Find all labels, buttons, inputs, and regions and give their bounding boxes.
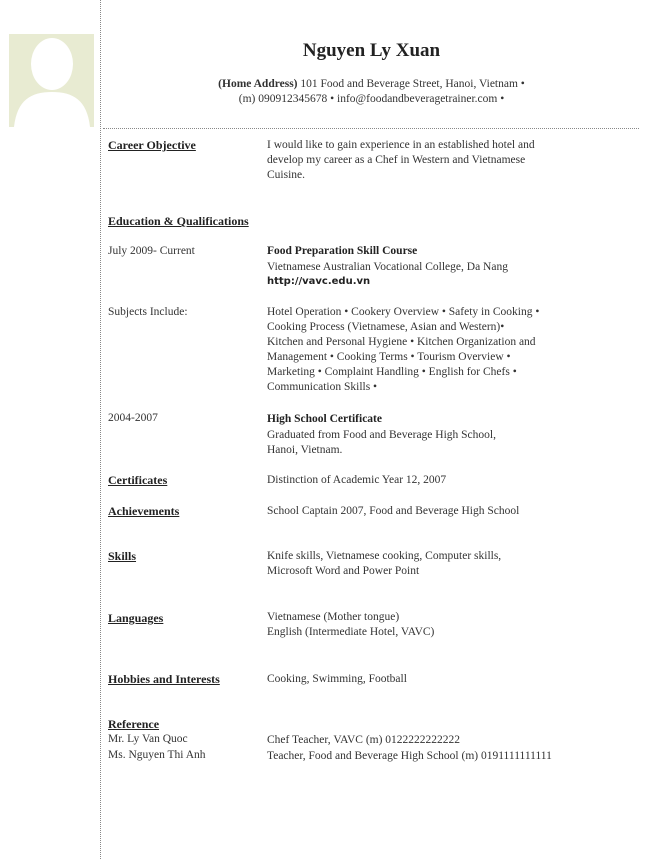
education-url-link[interactable]: http://vavc.edu.vn bbox=[267, 276, 371, 287]
education-heading: Education & Qualifications bbox=[108, 214, 249, 228]
achievements-heading: Achievements bbox=[108, 504, 180, 518]
reference-name-1: Mr. Ly Van Quoc bbox=[108, 733, 188, 745]
languages-heading: Languages bbox=[108, 611, 164, 625]
reference-detail-2: Teacher, Food and Beverage High School (m) 0191111111111 bbox=[267, 750, 552, 762]
vertical-divider bbox=[100, 0, 101, 859]
career-objective-line: I would like to gain experience in an established hotel and bbox=[267, 139, 535, 151]
address-label: (Home Address) bbox=[218, 78, 298, 90]
hobbies-text: Cooking, Swimming, Football bbox=[267, 673, 407, 685]
education-detail-2 bbox=[267, 428, 496, 458]
education-title-2: High School Certificate bbox=[267, 413, 382, 425]
candidate-name: Nguyen Ly Xuan bbox=[302, 40, 441, 61]
education-title-1: Food Preparation Skill Course bbox=[267, 245, 418, 257]
education-date-2: 2004-2007 bbox=[108, 412, 158, 424]
skills-line: Microsoft Word and Power Point bbox=[267, 565, 420, 577]
achievements-text: School Captain 2007, Food and Beverage High School bbox=[267, 505, 520, 517]
certificates-text: Distinction of Academic Year 12, 2007 bbox=[267, 474, 447, 486]
reference-detail-1: Chef Teacher, VAVC (m) 0122222222222 bbox=[267, 734, 461, 746]
career-objective-line: develop my career as a Chef in Western and Vietnamese bbox=[267, 154, 526, 166]
subjects-line: Management • Cooking Terms • Tourism Overview • bbox=[267, 351, 511, 363]
career-objective-line: Cuisine. bbox=[267, 169, 306, 181]
career-objective-heading: Career Objective bbox=[108, 138, 196, 152]
certificates-heading: Certificates bbox=[108, 473, 168, 487]
languages-text bbox=[267, 610, 434, 640]
reference-name-2: Ms. Nguyen Thi Anh bbox=[108, 749, 206, 761]
address-line-1 bbox=[48, 77, 647, 92]
languages-line: Vietnamese (Mother tongue) bbox=[267, 611, 400, 623]
contact-block bbox=[48, 77, 647, 107]
subjects-line: Communication Skills • bbox=[267, 381, 378, 393]
subjects-label: Subjects Include: bbox=[108, 306, 188, 318]
education-detail-line: Hanoi, Vietnam. bbox=[267, 444, 343, 456]
header-divider bbox=[103, 128, 639, 129]
subjects-line: Cooking Process (Vietnamese, Asian and Western)• bbox=[267, 321, 505, 333]
languages-line: English (Intermediate Hotel, VAVC) bbox=[267, 626, 435, 638]
education-detail-line: Graduated from Food and Beverage High School, bbox=[267, 429, 496, 441]
subjects-list bbox=[267, 305, 539, 395]
address-line-2: (m) 090912345678 • info@foodandbeveragetrainer.com • bbox=[238, 93, 505, 105]
subjects-line: Kitchen and Personal Hygiene • Kitchen Organization and bbox=[267, 336, 536, 348]
reference-heading: Reference bbox=[108, 717, 160, 731]
skills-text bbox=[267, 549, 501, 579]
education-institution-1: Vietnamese Australian Vocational College, Da Nang bbox=[267, 261, 508, 273]
skills-line: Knife skills, Vietnamese cooking, Computer skills, bbox=[267, 550, 502, 562]
hobbies-heading: Hobbies and Interests bbox=[108, 672, 220, 686]
subjects-line: Hotel Operation • Cookery Overview • Safety in Cooking • bbox=[267, 306, 540, 318]
education-date-1: July 2009- Current bbox=[108, 245, 195, 257]
skills-heading: Skills bbox=[108, 549, 137, 563]
address-text: 101 Food and Beverage Street, Hanoi, Vietnam • bbox=[300, 78, 525, 90]
subjects-line: Marketing • Complaint Handling • English for Chefs • bbox=[267, 366, 517, 378]
career-objective-text bbox=[267, 138, 535, 183]
